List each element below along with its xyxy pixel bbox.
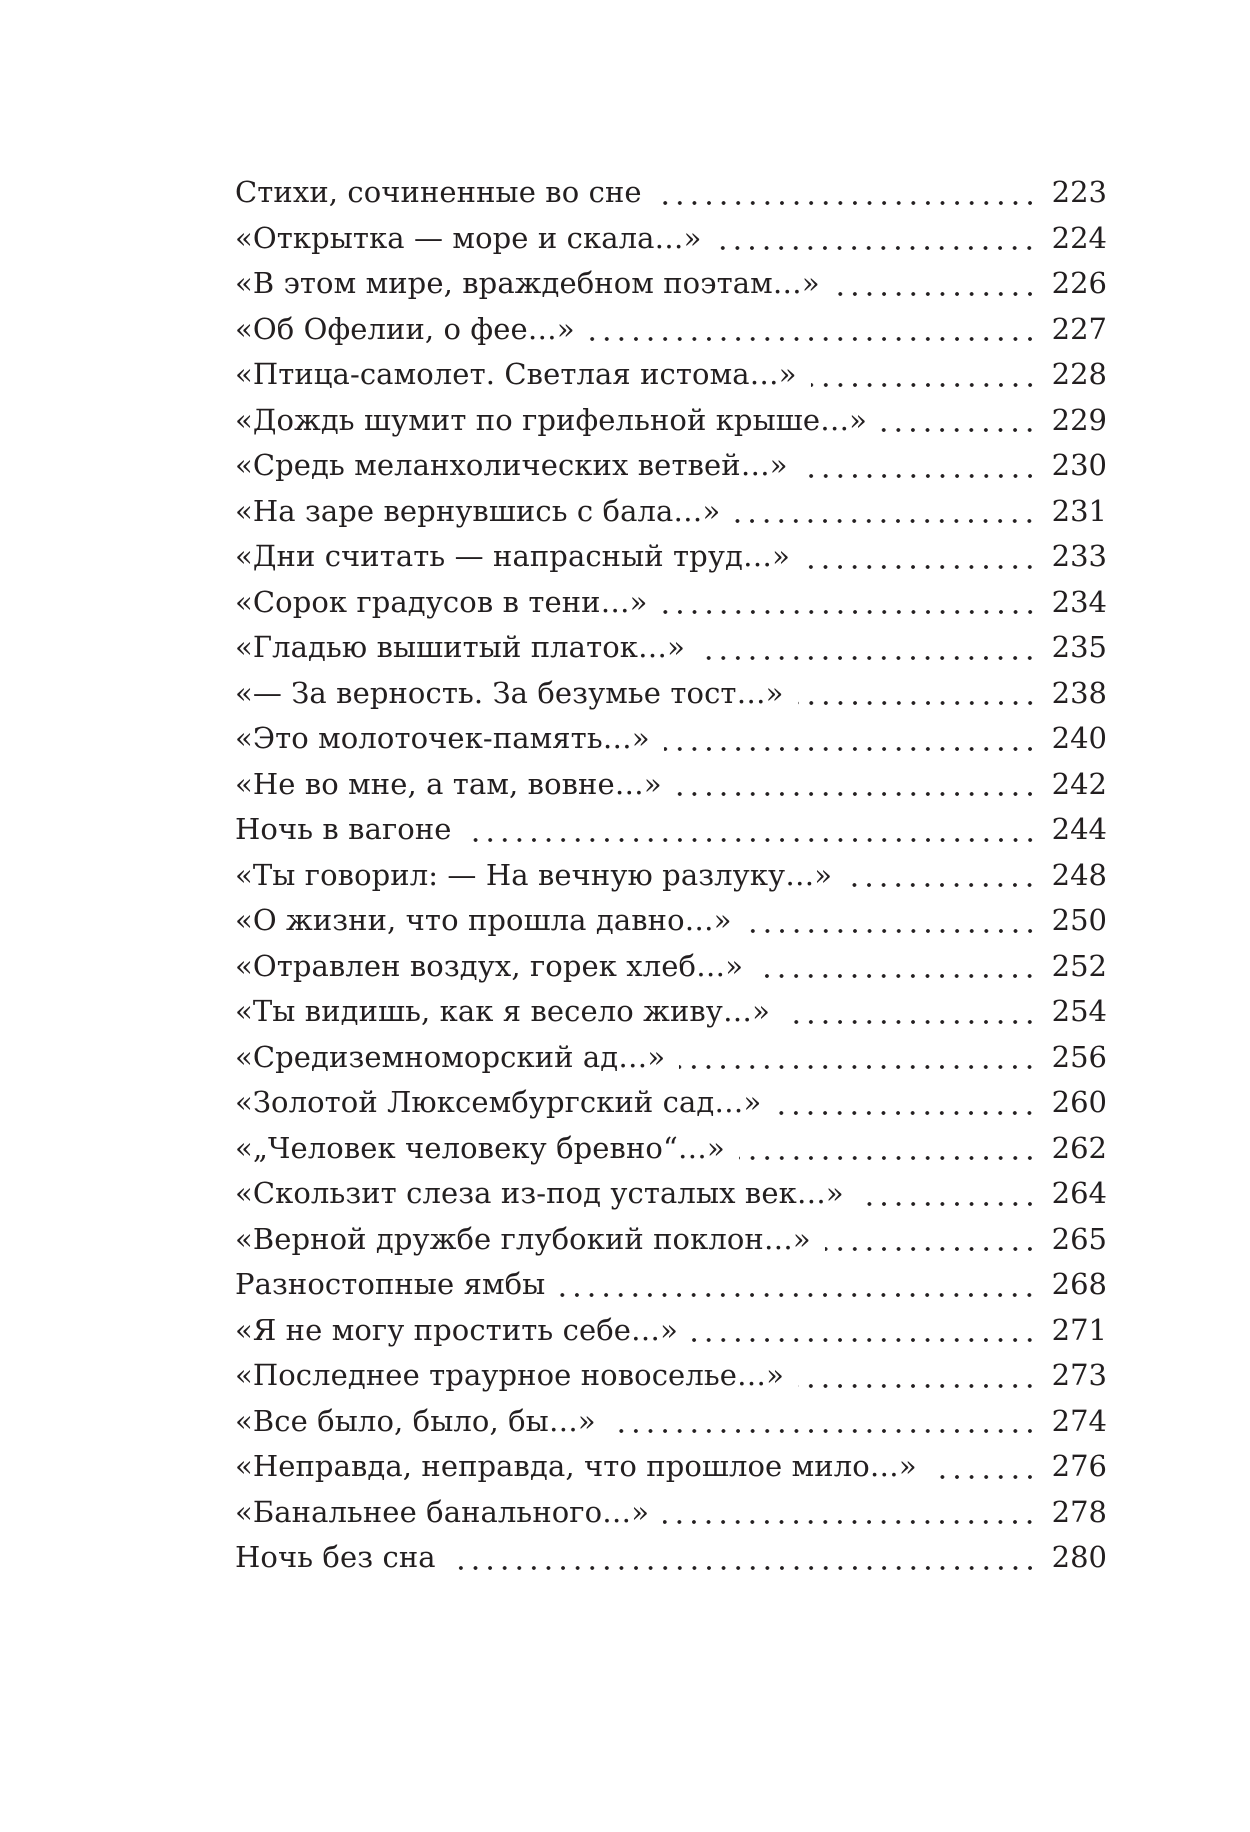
dot-leader (757, 974, 1037, 978)
toc-entry-title: «Средь меланхолических ветвей…» (235, 448, 788, 482)
toc-entry-title: «Скользит слеза из-под усталых век…» (235, 1176, 844, 1210)
dot-leader (734, 519, 1037, 523)
toc-entry (235, 807, 1107, 853)
toc-entry-title: «В этом мире, враждебном поэтам…» (235, 266, 820, 300)
toc-entry-title: «Ты видишь, как я весело живу…» (235, 994, 770, 1028)
toc-entry (235, 716, 1107, 762)
toc-entry-title: «Птица-самолет. Светлая истома…» (235, 357, 797, 391)
toc-entry (235, 307, 1107, 353)
toc-entry-title: «Ты говорил: — На вечную разлуку…» (235, 857, 833, 892)
toc-entry-title: «Банальнее банального…» (235, 1494, 650, 1529)
dot-leader (679, 1065, 1037, 1069)
toc-entry (235, 1126, 1107, 1172)
dot-leader (559, 1293, 1037, 1297)
toc-entry-title: «Отравлен воздух, горек хлеб…» (235, 948, 744, 983)
toc-entry-page: 260 (1051, 1085, 1107, 1119)
toc-entry (235, 1399, 1107, 1445)
toc-entry-title: «Неправда, неправда, что прошлое мило…» (235, 1449, 917, 1483)
toc-entry (235, 1490, 1107, 1536)
toc-entry-title: «Последнее траурное новоселье…» (235, 1358, 784, 1392)
toc-entry-page: 223 (1051, 175, 1107, 209)
toc-entry (235, 489, 1107, 535)
toc-entry-page: 235 (1051, 630, 1107, 664)
toc-entry-page: 274 (1051, 1403, 1107, 1438)
toc-entry-page: 230 (1051, 448, 1107, 482)
toc-entry-title: «Верной дружбе глубокий поклон…» (235, 1221, 811, 1256)
toc-entry-title: «Средиземноморский ад…» (235, 1039, 666, 1074)
toc-entry-title: «О жизни, что прошла давно…» (235, 903, 732, 937)
toc-entry (235, 352, 1107, 398)
toc-entry-page: 231 (1051, 493, 1107, 528)
dot-leader (881, 428, 1037, 432)
toc-entry-page: 226 (1051, 266, 1107, 300)
dot-leader (746, 929, 1037, 933)
dot-leader (802, 474, 1037, 478)
dot-leader (692, 1338, 1037, 1342)
dot-leader (466, 838, 1037, 842)
toc-entry (235, 1080, 1107, 1126)
toc-entry-page: 264 (1051, 1176, 1107, 1210)
dot-leader (804, 565, 1037, 569)
toc-entry (235, 261, 1107, 307)
toc-entry-page: 254 (1051, 994, 1107, 1028)
toc-entry-title: «Дождь шумит по грифельной крыше…» (235, 402, 868, 437)
dot-leader (931, 1475, 1037, 1479)
toc-entry (235, 534, 1107, 580)
toc-entry (235, 1535, 1107, 1581)
toc-entry-page: 238 (1051, 675, 1107, 710)
toc-entry (235, 898, 1107, 944)
toc-entry-page: 250 (1051, 903, 1107, 937)
dot-leader (656, 201, 1037, 205)
toc-entry (235, 989, 1107, 1035)
toc-entry-title: «Это молоточек-память…» (235, 721, 650, 755)
toc-entry (235, 671, 1107, 717)
toc-entry-page: 240 (1051, 721, 1107, 755)
dot-leader (825, 1247, 1037, 1251)
toc-entry (235, 1353, 1107, 1399)
toc-entry (235, 944, 1107, 990)
toc-entry-title: «Открытка — море и скала…» (235, 220, 702, 255)
toc-entry-page: 234 (1051, 584, 1107, 619)
toc-entry-page: 268 (1051, 1267, 1107, 1301)
toc-entry-page: 244 (1051, 812, 1107, 846)
dot-leader (811, 383, 1037, 387)
dot-leader (699, 656, 1037, 660)
toc-entry-title: «— За верность. За безумье тост…» (235, 675, 784, 710)
toc-entry-page: 252 (1051, 948, 1107, 983)
toc-entry-title: «На заре вернувшись с бала…» (235, 493, 721, 528)
dot-leader (834, 292, 1037, 296)
dot-leader (775, 1111, 1037, 1115)
toc-entry-page: 273 (1051, 1358, 1107, 1392)
toc-entry (235, 1035, 1107, 1081)
toc-entry-title: «Дни считать — напрасный труд…» (235, 539, 790, 573)
dot-leader (450, 1566, 1037, 1570)
dot-leader (664, 747, 1037, 751)
dot-leader (715, 246, 1037, 250)
toc-entry-page: 233 (1051, 539, 1107, 573)
dot-leader (784, 1020, 1037, 1024)
toc-entry-title: «Сорок градусов в тени…» (235, 584, 648, 619)
toc-entry-page: 224 (1051, 220, 1107, 255)
dot-leader (798, 701, 1037, 705)
toc-entry (235, 853, 1107, 899)
toc-entry (235, 580, 1107, 626)
toc-entry (235, 625, 1107, 671)
dot-leader (858, 1202, 1037, 1206)
toc-entry-title: Разностопные ямбы (235, 1267, 546, 1301)
toc-entry-page: 262 (1051, 1130, 1107, 1165)
toc-entry-title: «„Человек человеку бревно“…» (235, 1130, 725, 1165)
toc-entry (235, 1171, 1107, 1217)
dot-leader (589, 337, 1037, 341)
toc-entry-page: 265 (1051, 1221, 1107, 1256)
table-of-contents (235, 170, 1107, 1581)
toc-entry-page: 271 (1051, 1312, 1107, 1347)
toc-entry-page: 278 (1051, 1494, 1107, 1529)
toc-entry-title: «Все было, было, бы…» (235, 1403, 596, 1438)
toc-entry-title: «Гладью вышитый платок…» (235, 630, 685, 664)
dot-leader (662, 610, 1037, 614)
toc-entry-page: 256 (1051, 1039, 1107, 1074)
toc-entry-page: 227 (1051, 311, 1107, 346)
toc-entry-page: 276 (1051, 1449, 1107, 1483)
toc-entry-page: 229 (1051, 402, 1107, 437)
toc-entry (235, 170, 1107, 216)
toc-entry-title: «Золотой Люксембургский сад…» (235, 1085, 762, 1119)
toc-entry-title: «Я не могу простить себе…» (235, 1312, 678, 1347)
dot-leader (798, 1384, 1037, 1388)
toc-entry-page: 242 (1051, 766, 1107, 801)
toc-entry-page: 248 (1051, 857, 1107, 892)
toc-entry-title: Ночь без сна (235, 1540, 436, 1574)
toc-entry (235, 216, 1107, 262)
toc-entry-title: «Не во мне, а там, вовне…» (235, 766, 662, 801)
dot-leader (676, 792, 1037, 796)
toc-entry (235, 762, 1107, 808)
toc-entry-title: Стихи, сочиненные во сне (235, 175, 642, 209)
toc-entry (235, 398, 1107, 444)
toc-entry-title: «Об Офелии, о фее…» (235, 311, 575, 346)
toc-entry (235, 443, 1107, 489)
toc-entry-page: 228 (1051, 357, 1107, 391)
dot-leader (846, 883, 1037, 887)
toc-entry (235, 1262, 1107, 1308)
toc-entry (235, 1217, 1107, 1263)
dot-leader (610, 1429, 1037, 1433)
dot-leader (739, 1156, 1037, 1160)
toc-entry-title: Ночь в вагоне (235, 812, 452, 846)
toc-entry (235, 1308, 1107, 1354)
toc-entry-page: 280 (1051, 1540, 1107, 1574)
dot-leader (663, 1520, 1037, 1524)
toc-entry (235, 1444, 1107, 1490)
